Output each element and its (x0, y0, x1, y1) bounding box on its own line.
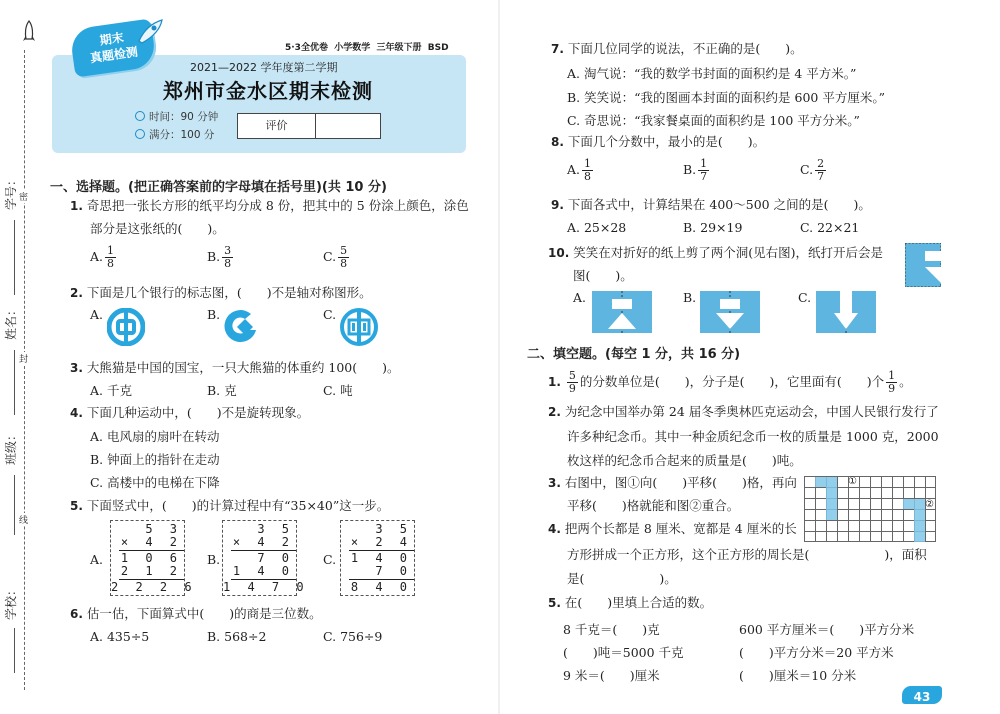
school-year: 2021—2022 学年度第二学期 (190, 61, 338, 74)
cut-mark: 线 (19, 513, 28, 526)
section-title: 二、填空题。(每空 1 分，共 16 分) (527, 347, 741, 362)
option-c[interactable]: C. (323, 552, 337, 567)
option-c[interactable]: C. 吨 (323, 383, 353, 398)
shape-1 (815, 477, 837, 487)
question-text: 把两个长都是 8 厘米、宽都是 4 厘米的长 (564, 521, 797, 536)
option-b[interactable]: B. 钟面上的指针在走动 (90, 452, 220, 467)
vertical-calc-c: 3 5 × 2 4 1 4 0 7 0 8 4 0 (340, 520, 415, 596)
question-text: 下面几种运动中，( )不是旋转现象。 (86, 405, 310, 420)
question-text: 下面各式中，计算结果在 400～500 之间的是( )。 (567, 197, 871, 212)
bank-of-china-logo (107, 308, 145, 346)
unit-blank[interactable]: ( )厘米＝10 分米 (739, 668, 857, 683)
binding-strip (0, 0, 44, 714)
vertical-calc-a: 5 3 × 4 2 1 0 6 2 1 2 2 2 2 6 (111, 522, 197, 594)
option-a[interactable]: A. 千克 (90, 383, 132, 398)
fill-question-2: 2. 为纪念中国举办第 24 届冬季奥林匹克运动会，中国人民银行发行了 (548, 404, 939, 419)
question-text: 方形拼成一个正方形，这个正方形的周长是( )，面积 (567, 547, 927, 562)
question-4: 4. 下面几种运动中，( )不是旋转现象。 (70, 405, 310, 420)
translation-grid (804, 476, 936, 542)
shape-2-label: ② (925, 499, 934, 510)
option-a[interactable]: A. (90, 552, 104, 567)
option-c[interactable]: C. 22×21 (800, 220, 860, 235)
option-a[interactable]: A. (573, 290, 587, 305)
binding-label-school: 学校： (4, 583, 18, 620)
shape-1 (826, 487, 837, 520)
badge-line1: 期末 (98, 30, 125, 48)
question-text: 平移( )格就能和图②重合。 (567, 498, 740, 513)
question-text: 图( )。 (573, 268, 633, 283)
option-b[interactable]: B. $\frac{3}{8}$ (207, 244, 232, 270)
option-b[interactable]: B. 克 (207, 383, 237, 398)
option-b[interactable]: B. 笑笑说：“我的图画本封面的面积约是 600 平方厘米。” (567, 90, 885, 105)
option-b[interactable]: B. $\frac{1}{7}$ (683, 157, 708, 183)
option-c[interactable]: C. $\frac{2}{7}$ (800, 157, 825, 183)
series-info: 5·3全优卷 小学数学 三年级下册 BSD (285, 43, 449, 53)
option-b[interactable]: B. 29×19 (683, 220, 743, 235)
option-b-figure (700, 291, 760, 333)
section-title: 一、选择题。(把正确答案前的字母填在括号里)(共 10 分) (50, 180, 387, 195)
option-a[interactable]: A. 435÷5 (90, 629, 150, 644)
option-a[interactable]: A. (90, 307, 104, 322)
rocket-icon (21, 20, 37, 46)
question-2: 2. 下面是几个银行的标志图，( )不是轴对称图形。 (70, 285, 372, 300)
question-text: 下面几个分数中，最小的是( )。 (567, 134, 766, 149)
option-a[interactable]: A. $\frac{1}{8}$ (567, 157, 592, 183)
binding-label-name: 姓名： (4, 303, 18, 340)
option-c[interactable]: C. 奇思说：“我家餐桌面的面积约是 100 平方分米。” (567, 113, 860, 128)
evaluation-input[interactable] (316, 114, 380, 138)
page-gutter (498, 0, 500, 714)
question-6: 6. 估一估，下面算式中( )的商是三位数。 (70, 606, 322, 621)
question-10: 10. 笑笑在对折好的纸上剪了两个洞(见右图)，纸打开后会是 (548, 245, 884, 260)
page-number: 43 (913, 690, 931, 704)
question-text: 下面是几个银行的标志图，( )不是轴对称图形。 (86, 285, 372, 300)
fill-question-5: 5. 在( )里填上合适的数。 (548, 595, 713, 610)
option-b[interactable]: B. (207, 552, 221, 567)
binding-label-student-id: 学号： (4, 173, 18, 210)
question-text: 下面几位同学的说法，不正确的是( )。 (567, 41, 803, 56)
evaluation-box (237, 113, 381, 139)
rocket-icon (136, 18, 164, 44)
cut-line (24, 50, 25, 690)
question-text: 为纪念中国举办第 24 届冬季奥林匹克运动会，中国人民银行发行了 (564, 404, 939, 419)
question-text: 的分数单位是( )，分子是( )，它里面有( )个 (579, 374, 885, 389)
option-c[interactable]: C. (323, 307, 337, 322)
fill-question-3: 3. 右图中，图①向( )平移( )格，再向 (548, 475, 797, 490)
question-1: 1. 奇思把一张长方形的纸平均分成 8 份，把其中的 5 份涂上颜色，涂色 (70, 198, 469, 213)
cut-mark: 封 (19, 352, 28, 365)
option-c[interactable]: C. 高楼中的电梯在下降 (90, 475, 220, 490)
shape-1-label: ① (848, 476, 857, 487)
unit-blank[interactable]: 600 平方厘米＝( )平方分米 (739, 622, 915, 637)
cut-mark: 密 (19, 190, 28, 203)
option-c[interactable]: C. $\frac{5}{8}$ (323, 244, 348, 270)
icbc-logo (340, 308, 378, 346)
option-a-figure (592, 291, 652, 333)
question-text: 下面竖式中，( )的计算过程中有“35×40”这一步。 (86, 498, 390, 513)
clock-icon (135, 111, 145, 121)
unit-blank[interactable]: 9 米＝( )厘米 (563, 668, 660, 683)
page-number-badge (902, 686, 942, 704)
question-text: 右图中，图①向( )平移( )格，再向 (564, 475, 797, 490)
option-b[interactable]: B. (683, 290, 697, 305)
question-5: 5. 下面竖式中，( )的计算过程中有“35×40”这一步。 (70, 498, 390, 513)
option-c[interactable]: C. 756÷9 (323, 629, 383, 644)
evaluation-label: 评价 (238, 114, 316, 138)
question-text: 是( )。 (567, 571, 677, 586)
question-text: 奇思把一张长方形的纸平均分成 8 份，把其中的 5 份涂上颜色，涂色 (86, 198, 469, 213)
construction-bank-logo (223, 308, 261, 346)
question-7: 7. 下面几位同学的说法，不正确的是( )。 (551, 41, 803, 56)
question-3: 3. 大熊猫是中国的国宝，一只大熊猫的体重约 100( )。 (70, 360, 400, 375)
option-a[interactable]: A. 淘气说：“我的数学书封面的面积约是 4 平方米。” (567, 66, 857, 81)
option-a[interactable]: A. 电风扇的扇叶在转动 (90, 429, 220, 444)
question-text: 估一估，下面算式中( )的商是三位数。 (86, 606, 322, 621)
star-icon (135, 129, 145, 139)
unit-blank[interactable]: 8 千克＝( )克 (563, 622, 660, 637)
option-a[interactable]: A. $\frac{1}{8}$ (90, 244, 115, 270)
question-9: 9. 下面各式中，计算结果在 400～500 之间的是( )。 (551, 197, 871, 212)
option-a[interactable]: A. 25×28 (567, 220, 627, 235)
option-b[interactable]: B. (207, 307, 221, 322)
fill-question-4: 4. 把两个长都是 8 厘米、宽都是 4 厘米的长 (548, 521, 797, 536)
fill-question-1: 1. $\frac{5}{9}$ 的分数单位是( )，分子是( )，它里面有( )个 $\frac{1}{9}$ 。 (548, 369, 912, 395)
shape-2 (914, 509, 925, 542)
exam-title: 郑州市金水区期末检测 (163, 79, 373, 103)
option-c[interactable]: C. (798, 290, 812, 305)
option-b[interactable]: B. 568÷2 (207, 629, 267, 644)
question-text: 在( )里填上合适的数。 (564, 595, 713, 610)
question-text: 部分是这张纸的( )。 (90, 221, 225, 236)
unit-blank[interactable]: ( )平方分米＝20 平方米 (739, 645, 894, 660)
question-text: 枚这样的纪念币合起来的质量是( )吨。 (567, 453, 802, 468)
question-text: 笑笑在对折好的纸上剪了两个洞(见右图)，纸打开后会是 (573, 245, 884, 260)
unit-blank[interactable]: ( )吨＝5000 千克 (563, 645, 684, 660)
exam-time: 时间：90 分钟 (149, 111, 219, 123)
folded-paper-figure (905, 243, 941, 287)
vertical-calc-b: 3 5 × 4 2 7 0 1 4 0 1 4 7 0 (223, 522, 309, 594)
badge-line2: 真题检测 (89, 44, 139, 66)
question-text: 许多种纪念币。其中一种金质纪念币一枚的质量是 1000 克，2000 (567, 429, 939, 444)
full-score: 满分：100 分 (149, 129, 215, 141)
binding-label-class: 班级： (4, 428, 18, 465)
shape-2 (903, 499, 925, 509)
question-text: 大熊猫是中国的国宝，一只大熊猫的体重约 100( )。 (86, 360, 400, 375)
question-8: 8. 下面几个分数中，最小的是( )。 (551, 134, 766, 149)
option-c-figure (816, 291, 876, 333)
